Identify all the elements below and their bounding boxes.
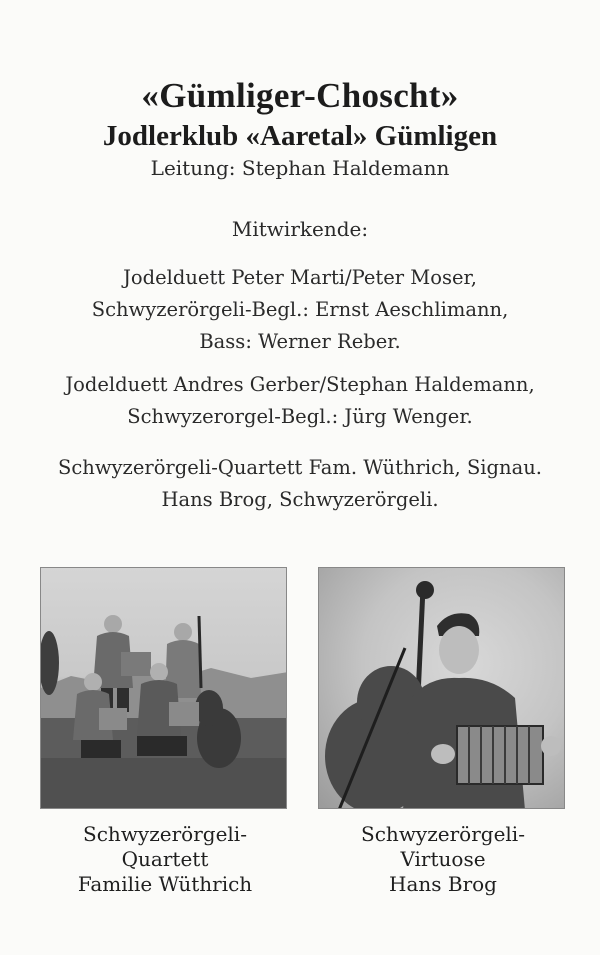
contributor-block-1: [0, 262, 600, 358]
virtuoso-photo: [318, 567, 565, 809]
contributors-heading: Mitwirkende:: [231, 217, 369, 241]
caption-line: Schwyzerörgeli-: [361, 822, 525, 846]
contributor-block-2: [0, 369, 600, 433]
caption-line: Hans Brog: [389, 872, 497, 896]
caption-line: Schwyzerörgeli-: [83, 822, 247, 846]
conductor-line: Leitung: Stephan Haldemann: [150, 156, 450, 180]
caption-line: Familie Wüthrich: [77, 872, 253, 896]
contributor-line: Bass: Werner Reber.: [199, 330, 401, 353]
caption-line: Virtuose: [400, 847, 486, 871]
contributor-line: Jodelduett Peter Marti/Peter Moser,: [123, 266, 477, 289]
virtuoso-caption: [318, 822, 568, 897]
club-name: Jodlerklub «Aaretal» Gümligen: [102, 120, 498, 152]
contributor-line: Schwyzerorgel-Begl.: Jürg Wenger.: [127, 405, 473, 428]
contributor-line: Schwyzerörgeli-Begl.: Ernst Aeschlimann,: [91, 298, 509, 321]
contributor-block-3: [0, 452, 600, 516]
caption-line: Quartett: [121, 847, 209, 871]
contributor-line: Schwyzerörgeli-Quartett Fam. Wüthrich, Signau.: [58, 456, 542, 479]
quartet-caption: [40, 822, 290, 897]
quartet-photo: [40, 567, 287, 809]
contributor-line: Jodelduett Andres Gerber/Stephan Haldemann,: [65, 373, 535, 396]
contributor-line: Hans Brog, Schwyzerörgeli.: [161, 488, 439, 511]
album-title: «Gümliger-Choscht»: [141, 76, 459, 115]
